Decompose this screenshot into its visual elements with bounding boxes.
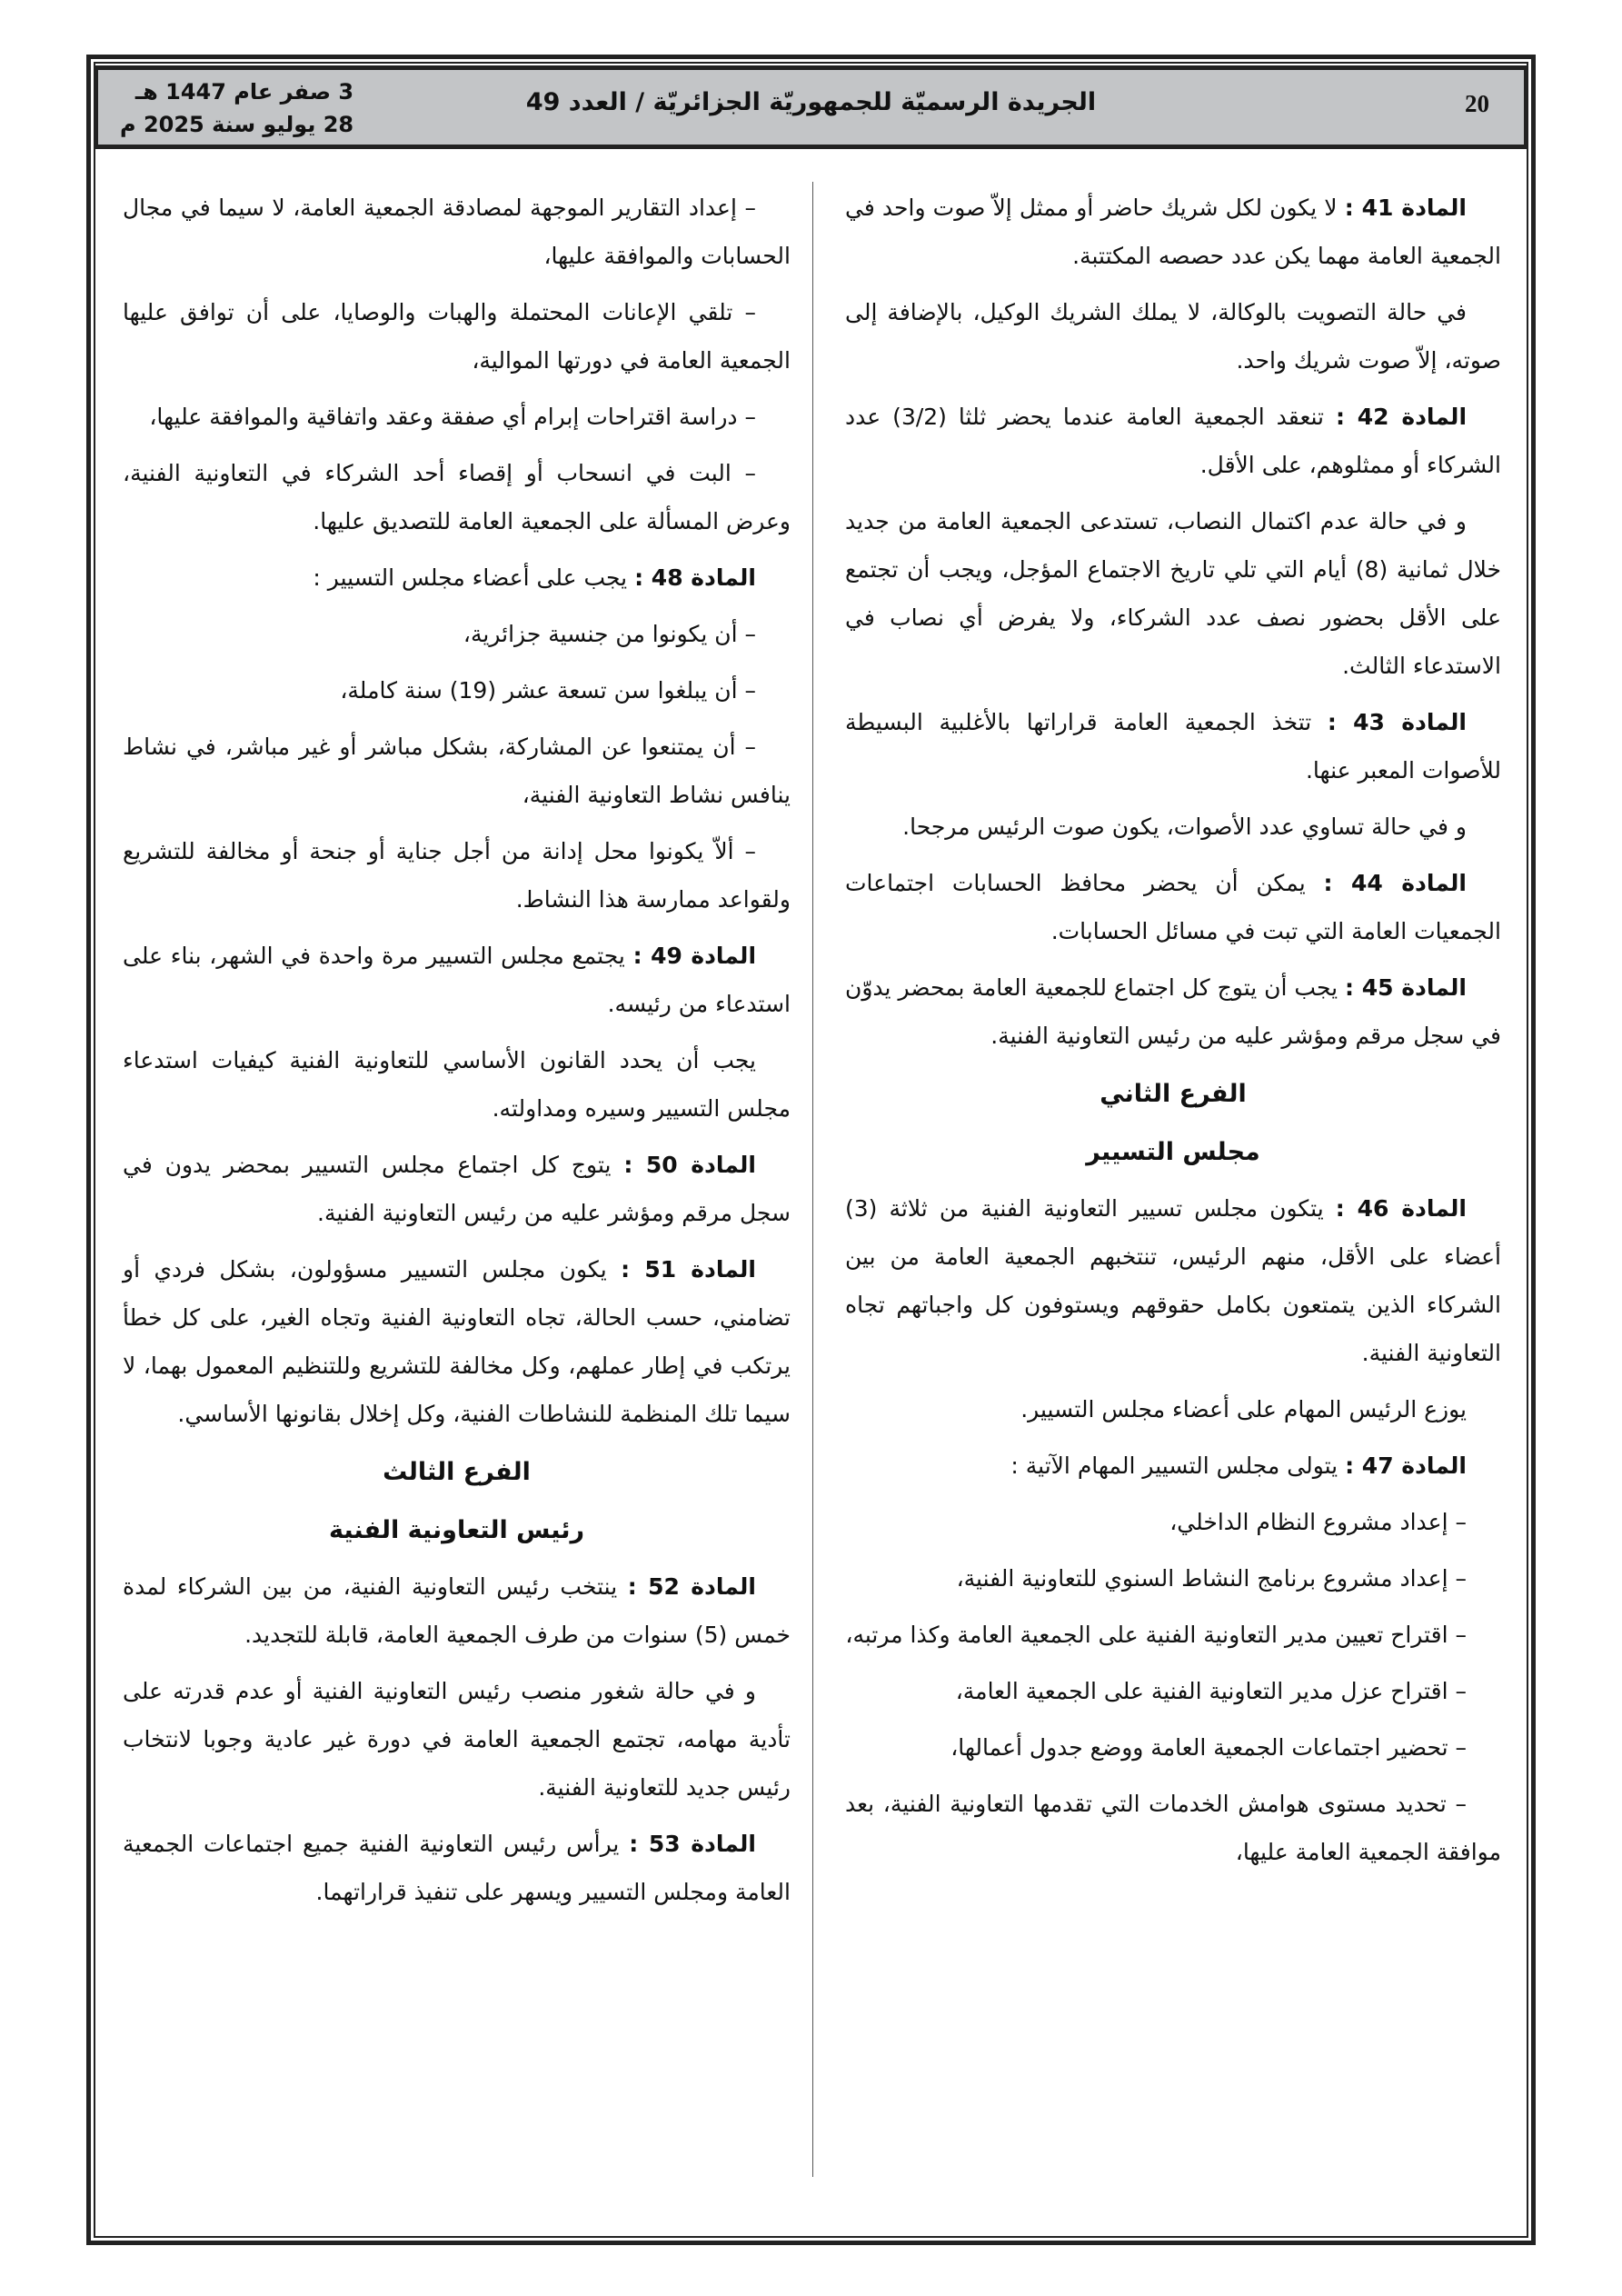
article-label: المادة 48 : (634, 564, 756, 591)
article-label: المادة 47 : (1345, 1452, 1467, 1479)
paragraph-text: و في حالة شغور منصب رئيس التعاونية الفنية أو عدم قدرته على تأدية مهامه، تجتمع الجمعية العامة في دورة غير عادية وجوبا لانتخاب رئيس جديد للتعاونية الفنية. (123, 1678, 791, 1801)
paragraph-text: – تحديد مستوى هوامش الخدمات التي تقدمها التعاونية الفنية، بعد موافقة الجمعية العامة عليها، (845, 1791, 1501, 1865)
paragraph (123, 1036, 791, 1133)
list-item (123, 827, 791, 923)
paragraph-text: في حالة التصويت بالوكالة، لا يملك الشريك الوكيل، بالإضافة إلى صوته، إلاّ صوت شريك واحد. (845, 299, 1501, 374)
paragraph-text: – اقتراح عزل مدير التعاونية الفنية على الجمعية العامة، (955, 1678, 1467, 1704)
paragraph-text: – ألاّ يكونوا محل إدانة من أجل جناية أو جنحة أو مخالفة للتشريع ولقواعد ممارسة هذا النشاط. (123, 838, 791, 913)
paragraph (123, 1667, 791, 1812)
list-item (845, 1498, 1501, 1546)
list-item (123, 666, 791, 714)
paragraph-text: ينتخب رئيس التعاونية الفنية، من بين الشركاء لمدة خمس (5) سنوات من طرف الجمعية العامة، قابلة للتجديد. (123, 1573, 791, 1648)
paragraph-text: يتكون مجلس تسيير التعاونية الفنية من ثلاثة (3) أعضاء على الأقل، منهم الرئيس، تنتخبهم الجمعية العامة من بين الشركاء الذين يتمتعون بكامل حقوقهم ويستوفون كل واجباتهم تجاه التعاونية الفنية. (845, 1195, 1501, 1366)
paragraph-text: لا يكون لكل شريك حاضر أو ممثل إلاّ صوت واحد في الجمعية العامة مهما يكن عدد حصصه المكتتبة. (845, 195, 1501, 269)
article-paragraph (845, 1184, 1501, 1377)
date-gregorian: 28 يوليو سنة 2025 م (120, 112, 354, 137)
article-paragraph (123, 1562, 791, 1659)
issue-date (120, 75, 353, 141)
list-item (845, 1611, 1501, 1659)
paragraph-text: و في حالة عدم اكتمال النصاب، تستدعى الجمعية العامة من جديد خلال ثمانية (8) أيام التي تلي تاريخ الاجتماع المؤجل، ويجب أن تجتمع على الأقل بحضور نصف عدد الشركاء، ولا يفرض أي نصاب في الاستدعاء الثالث. (845, 508, 1501, 679)
paragraph-text: يتوج كل اجتماع مجلس التسيير بمحضر يدون في سجل مرقم ومؤشر عليه من رئيس التعاونية الفنية. (123, 1152, 791, 1226)
list-item (123, 393, 791, 441)
list-item (845, 1780, 1501, 1876)
paragraph-text: يكون مجلس التسيير مسؤولون، بشكل فردي أو تضامني، حسب الحالة، تجاه التعاونية الفنية وتجاه الغير، على كل خطأ يرتكب في إطار عملهم، وكل مخالفة للتشريع وللتنظيم المعمول بهما، لا سيما تلك المنظمة للنشاطات الفنية، وكل إخلال بقانونها الأساسي. (123, 1256, 791, 1427)
paragraph-text: يرأس رئيس التعاونية الفنية جميع اجتماعات الجمعية العامة ومجلس التسيير ويسهر على تنفيذ قراراتهما. (123, 1831, 791, 1905)
paragraph-text: – اقتراح تعيين مدير التعاونية الفنية على الجمعية العامة وكذا مرتبه، (845, 1622, 1467, 1648)
list-item (123, 288, 791, 384)
paragraph-text: يجب أن يحدد القانون الأساسي للتعاونية الفنية كيفيات استدعاء مجلس التسيير وسيره ومداولته. (123, 1047, 791, 1122)
page-header (95, 65, 1527, 149)
article-label: المادة 50 : (623, 1152, 756, 1178)
paragraph-text: يمكن أن يحضر محافظ الحسابات اجتماعات الجمعيات العامة التي تبت في مسائل الحسابات. (845, 870, 1501, 944)
article-paragraph (123, 1141, 791, 1237)
article-label: المادة 43 : (1327, 709, 1467, 735)
article-label: المادة 46 : (1335, 1195, 1467, 1222)
paragraph-text: – تحضير اجتماعات الجمعية العامة ووضع جدول أعمالها، (950, 1734, 1467, 1761)
paragraph-text: – أن يكونوا من جنسية جزائرية، (463, 621, 756, 647)
paragraph-text: – إعداد التقارير الموجهة لمصادقة الجمعية العامة، لا سيما في مجال الحسابات والموافقة عليها، (123, 195, 791, 269)
paragraph-text: – إعداد مشروع النظام الداخلي، (1169, 1509, 1467, 1535)
section-heading: رئيس التعاونية الفنية (328, 1516, 585, 1544)
article-paragraph (845, 963, 1501, 1060)
paragraph-text: تتخذ الجمعية العامة قراراتها بالأغلبية البسيطة للأصوات المعبر عنها. (845, 709, 1501, 784)
list-item (845, 1667, 1501, 1715)
gazette-title: الجريدة الرسميّة للجمهوريّة الجزائريّة / العدد 49 (525, 88, 1097, 116)
paragraph (845, 803, 1501, 851)
paragraph-text: يجب أن يتوج كل اجتماع للجمعية العامة بمحضر يدوّن في سجل مرقم ومؤشر عليه من رئيس التعاونية الفنية. (845, 974, 1501, 1049)
article-paragraph (123, 932, 791, 1028)
article-label: المادة 42 : (1336, 404, 1468, 430)
article-label: المادة 53 : (629, 1831, 756, 1857)
list-item (123, 723, 791, 819)
paragraph (845, 1385, 1501, 1433)
article-label: المادة 52 : (627, 1573, 756, 1600)
paragraph-text: – البت في انسحاب أو إقصاء أحد الشركاء في التعاونية الفنية، وعرض المسألة على الجمعية العامة للتصديق عليها. (123, 460, 791, 534)
list-item (845, 1723, 1501, 1772)
paragraph-text: – تلقي الإعانات المحتملة والهبات والوصايا، على أن توافق عليها الجمعية العامة في دورتها الموالية، (123, 299, 791, 374)
paragraph (845, 288, 1501, 384)
article-paragraph (123, 1820, 791, 1916)
paragraph-text: يتولى مجلس التسيير المهام الآتية : (1010, 1452, 1346, 1479)
paragraph-text: تنعقد الجمعية العامة عندما يحضر ثلثا (3/2) عدد الشركاء أو ممثلوهم، على الأقل. (845, 404, 1501, 478)
section-heading: مجلس التسيير (1086, 1138, 1260, 1166)
column-divider (812, 182, 813, 2177)
article-label: المادة 49 : (632, 943, 757, 969)
article-label: المادة 41 : (1344, 195, 1467, 221)
section-heading: الفرع الثالث (383, 1458, 531, 1486)
article-label: المادة 45 : (1345, 974, 1467, 1001)
section-heading: الفرع الثاني (1100, 1080, 1247, 1108)
right-column (845, 184, 1501, 1884)
article-paragraph (845, 184, 1501, 280)
article-label: المادة 44 : (1323, 870, 1467, 896)
article-paragraph (845, 1442, 1501, 1490)
paragraph-text: – أن يبلغوا سن تسعة عشر (19) سنة كاملة، (340, 677, 756, 704)
paragraph-text: و في حالة تساوي عدد الأصوات، يكون صوت الرئيس مرجحا. (902, 814, 1467, 840)
paragraph-text: – إعداد مشروع برنامج النشاط السنوي للتعاونية الفنية، (956, 1565, 1467, 1592)
paragraph (845, 497, 1501, 690)
article-paragraph (845, 859, 1501, 955)
date-hijri: 3 صفر عام 1447 هـ (134, 79, 354, 105)
article-paragraph (845, 698, 1501, 794)
paragraph-text: يوزع الرئيس المهام على أعضاء مجلس التسيير. (1020, 1396, 1467, 1423)
article-label: المادة 51 : (621, 1256, 756, 1283)
list-item (123, 449, 791, 545)
article-paragraph (123, 1245, 791, 1438)
list-item (123, 610, 791, 658)
left-column (123, 184, 791, 1924)
paragraph-text: يجب على أعضاء مجلس التسيير : (313, 564, 635, 591)
paragraph-text: – دراسة اقتراحات إبرام أي صفقة وعقد واتفاقية والموافقة عليها، (149, 404, 756, 430)
article-paragraph (845, 393, 1501, 489)
article-paragraph (123, 554, 791, 602)
list-item (845, 1554, 1501, 1602)
paragraph-text: – أن يمتنعوا عن المشاركة، بشكل مباشر أو غير مباشر، في نشاط ينافس نشاط التعاونية الفنية، (123, 734, 791, 808)
paragraph-text: يجتمع مجلس التسيير مرة واحدة في الشهر، بناء على استدعاء من رئيسه. (123, 943, 791, 1017)
list-item (123, 184, 791, 280)
page-number: 20 (1465, 90, 1489, 117)
